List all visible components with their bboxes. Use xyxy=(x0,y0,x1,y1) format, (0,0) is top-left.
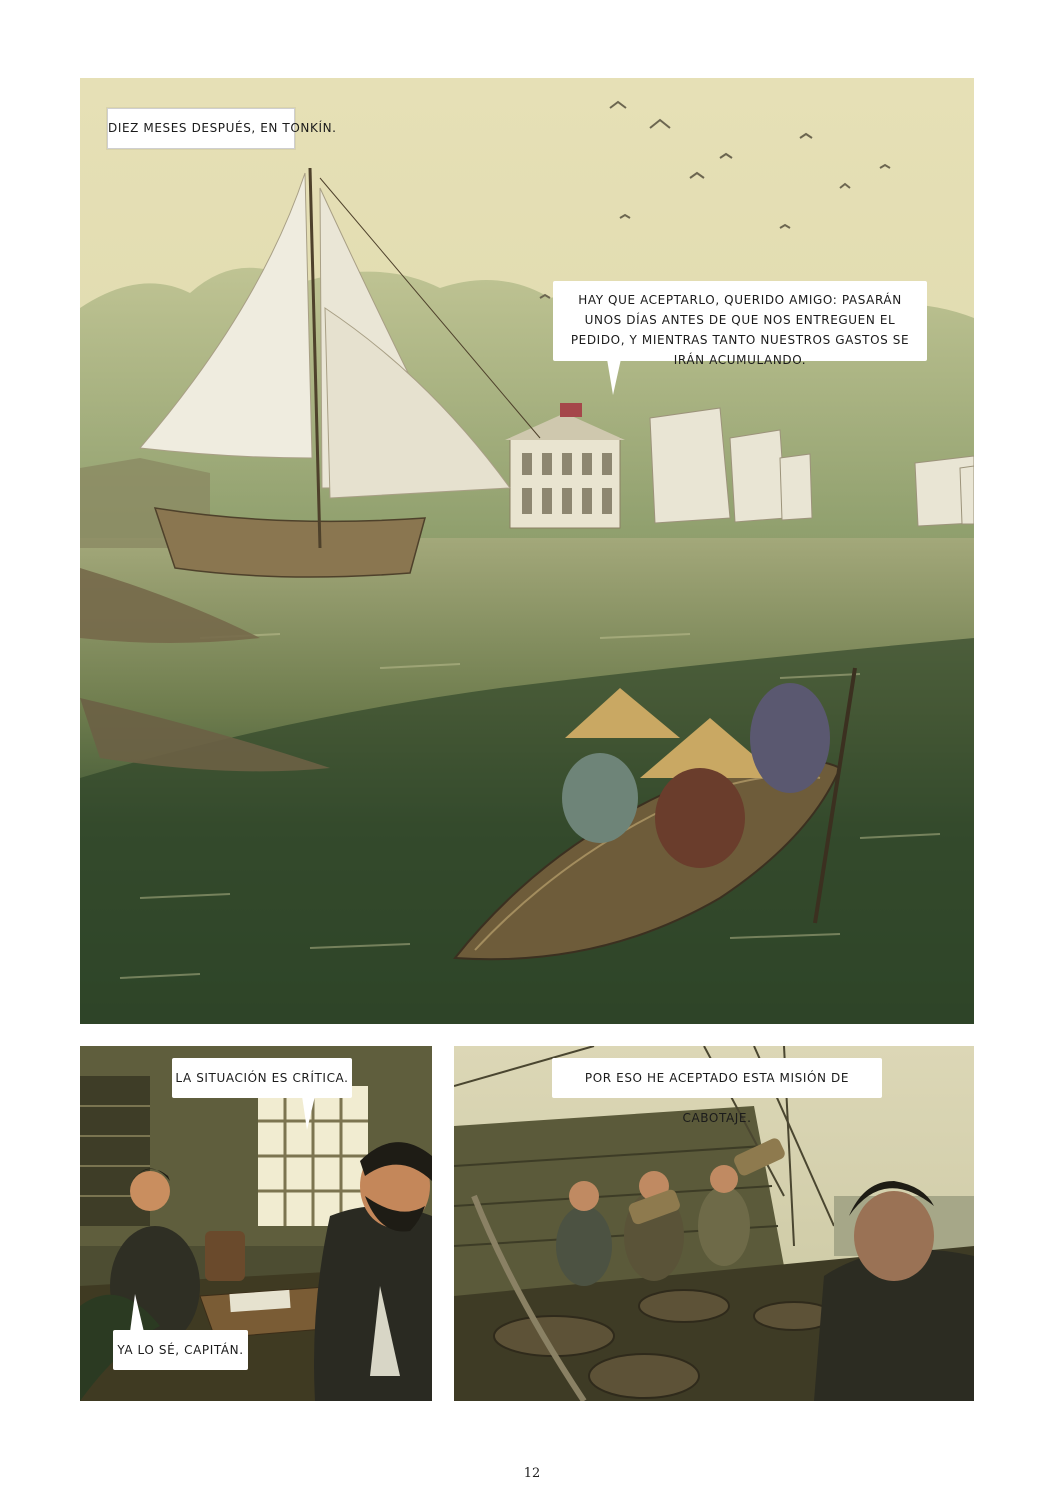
speech-balloon-bottom-tail xyxy=(130,1294,144,1332)
speech-balloon-tail xyxy=(607,359,621,395)
speech-balloon-top-tail xyxy=(302,1096,315,1130)
panel-harbor xyxy=(80,78,974,1024)
panel-dock xyxy=(454,1046,974,1401)
panel-office xyxy=(80,1046,432,1401)
speech-balloon: POR ESO HE ACEPTADO ESTA MISIÓN DE CABOTAJE. xyxy=(552,1058,882,1098)
speech-balloon-bottom: YA LO SÉ, CAPITÁN. xyxy=(113,1330,248,1370)
page-number: 12 xyxy=(523,1466,541,1481)
speech-balloon-top: LA SITUACIÓN ES CRÍTICA. xyxy=(172,1058,352,1098)
narration-caption: DIEZ MESES DESPUÉS, EN TONKÍN. xyxy=(107,108,295,149)
harbor-illustration xyxy=(80,78,974,1024)
speech-balloon: HAY QUE ACEPTARLO, QUERIDO AMIGO: PASARÁN UNOS DÍAS ANTES DE QUE NOS ENTREGUEN EL PEDIDO, Y MIENTRAS TANTO NUESTROS GASTOS SE IRÁN ACUMULANDO. xyxy=(553,281,927,361)
